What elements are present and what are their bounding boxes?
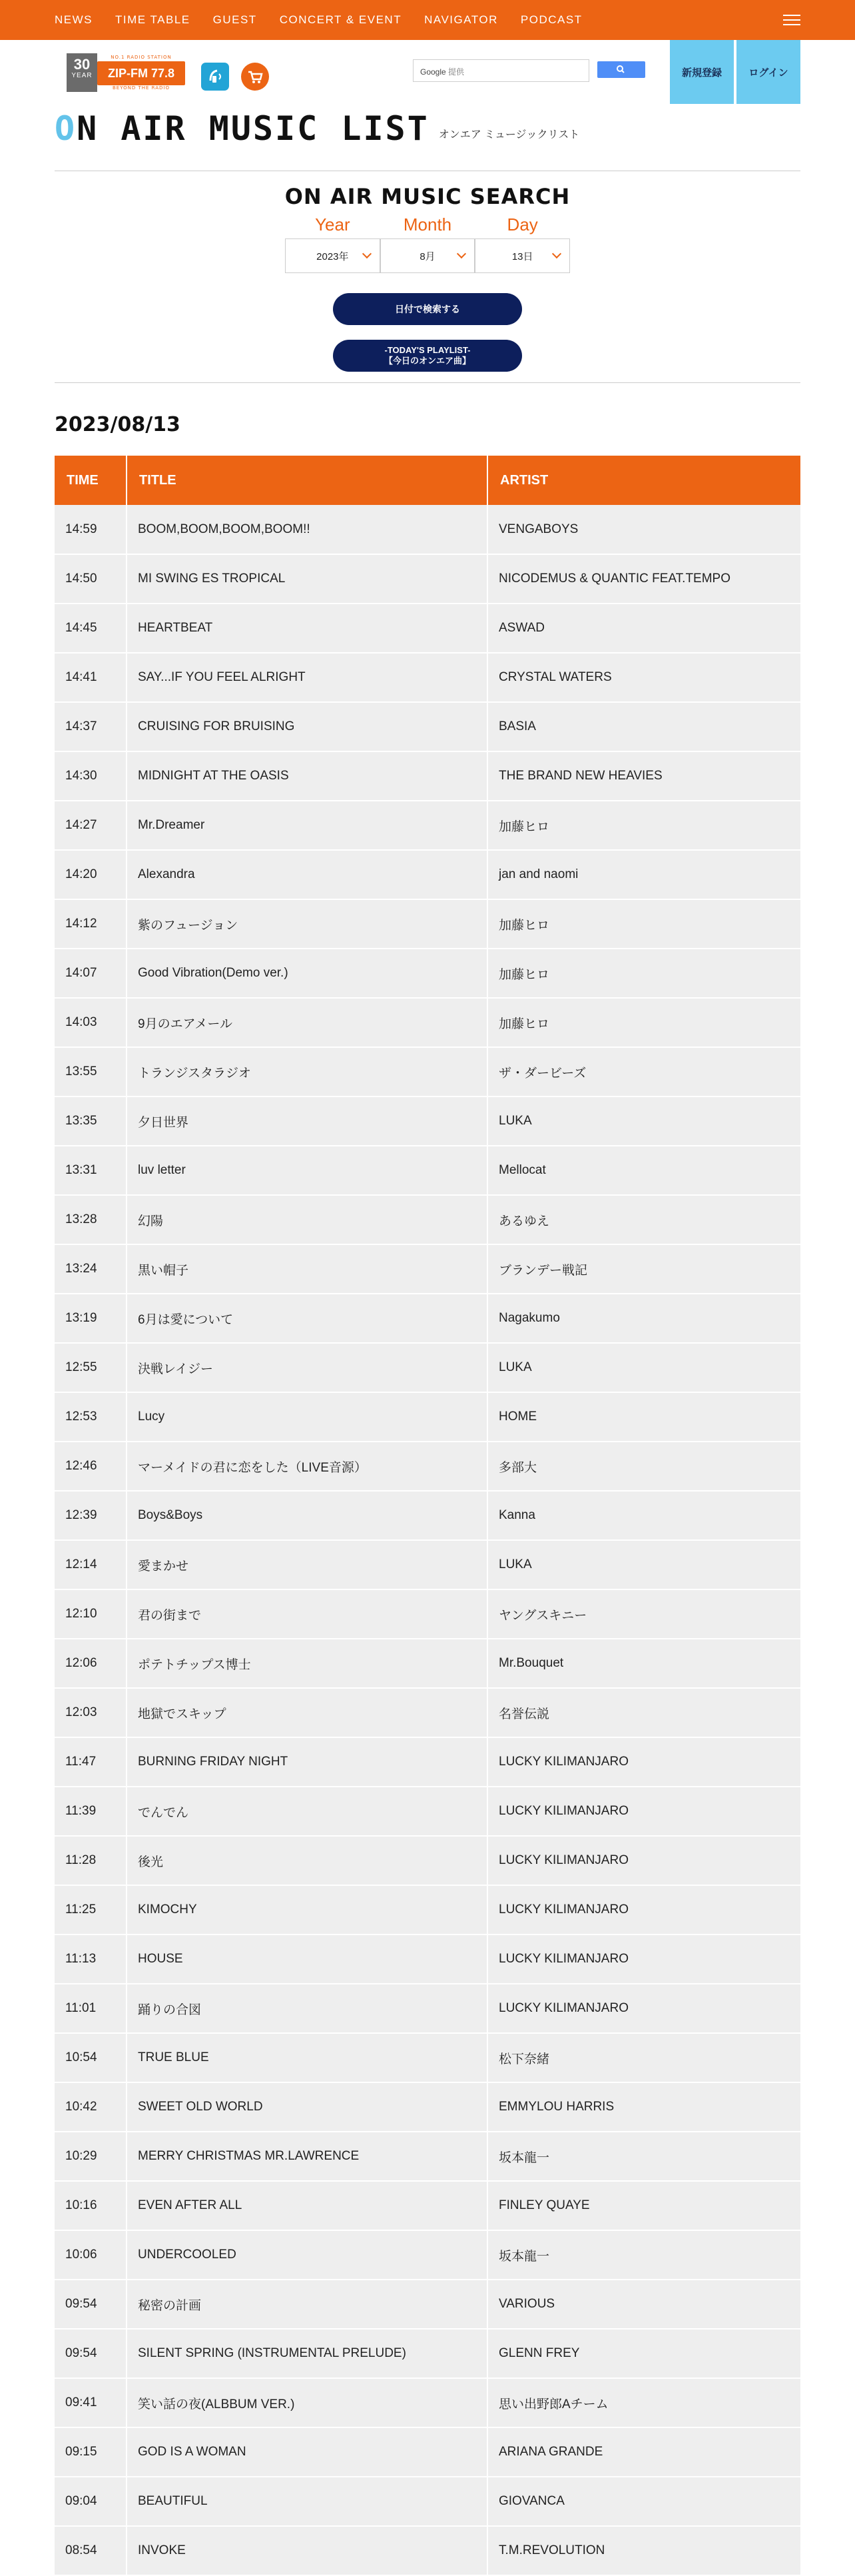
row-title: 秘密の計画 <box>127 2280 487 2329</box>
logo-year-label: YEAR <box>71 72 93 79</box>
table-row <box>55 1885 800 1934</box>
todays-playlist-line2: 【今日のオンエア曲】 <box>384 356 471 366</box>
anniversary-badge <box>67 53 97 92</box>
table-row <box>55 1787 800 1836</box>
row-title: SWEET OLD WORLD <box>127 2082 487 2132</box>
row-artist: GLENN FREY <box>487 2329 800 2378</box>
row-artist: ザ・ダービーズ <box>487 1047 800 1096</box>
row-artist: FINLEY QUAYE <box>487 2181 800 2230</box>
row-artist: GIOVANCA <box>487 2477 800 2526</box>
row-time: 10:54 <box>55 2033 127 2082</box>
table-row <box>55 1540 800 1589</box>
menu-icon[interactable] <box>783 15 800 25</box>
row-time: 09:54 <box>55 2280 127 2329</box>
row-artist: 加藤ヒロ <box>487 801 800 850</box>
row-artist: THE BRAND NEW HEAVIES <box>487 751 800 801</box>
day-select[interactable] <box>475 238 570 273</box>
row-title: SAY...IF YOU FEEL ALRIGHT <box>127 653 487 702</box>
row-time: 09:15 <box>55 2427 127 2477</box>
row-time: 14:50 <box>55 554 127 604</box>
row-time: 13:24 <box>55 1244 127 1294</box>
row-title: HOUSE <box>127 1934 487 1984</box>
row-title: SILENT SPRING (INSTRUMENTAL PRELUDE) <box>127 2329 487 2378</box>
row-time: 12:46 <box>55 1442 127 1491</box>
column-header-artist: ARTIST <box>487 456 800 505</box>
table-row <box>55 1491 800 1540</box>
table-header-row <box>55 456 800 505</box>
table-row <box>55 554 800 604</box>
table-row <box>55 1294 800 1343</box>
logo-name: ZIP-FM 77.8 <box>97 61 185 85</box>
title-first-letter: O <box>55 109 77 148</box>
cart-icon[interactable] <box>241 63 269 91</box>
column-header-time: TIME <box>55 456 127 505</box>
nav-item[interactable]: NEWS <box>55 13 93 26</box>
row-time: 12:14 <box>55 1540 127 1589</box>
month-select[interactable] <box>380 238 475 273</box>
row-artist: EMMYLOU HARRIS <box>487 2082 800 2132</box>
row-artist: 加藤ヒロ <box>487 949 800 998</box>
chevron-down-icon <box>552 249 561 258</box>
row-title: 決戦レイジー <box>127 1343 487 1392</box>
row-title: Boys&Boys <box>127 1491 487 1540</box>
row-artist: VENGABOYS <box>487 505 800 554</box>
row-title: 6月は愛について <box>127 1294 487 1343</box>
row-title: INVOKE <box>127 2526 487 2575</box>
table-row <box>55 2427 800 2477</box>
table-row <box>55 2477 800 2526</box>
row-artist: あるゆえ <box>487 1195 800 1244</box>
todays-playlist-line1: -TODAY'S PLAYLIST- <box>384 345 471 355</box>
row-title: 幻陽 <box>127 1195 487 1244</box>
top-nav-items <box>55 0 605 40</box>
row-time: 09:41 <box>55 2378 127 2427</box>
row-title: ポテトチップス博士 <box>127 1639 487 1688</box>
table-row <box>55 1442 800 1491</box>
radio-app-icon[interactable] <box>201 63 229 91</box>
chevron-down-icon <box>362 249 372 258</box>
row-time: 14:37 <box>55 702 127 751</box>
month-value: 8月 <box>420 250 435 262</box>
row-artist: VARIOUS <box>487 2280 800 2329</box>
row-title: 9月のエアメール <box>127 998 487 1047</box>
row-title: CRUISING FOR BRUISING <box>127 702 487 751</box>
row-title: BOOM,BOOM,BOOM,BOOM!! <box>127 505 487 554</box>
row-time: 12:10 <box>55 1589 127 1639</box>
table-row <box>55 1244 800 1294</box>
row-artist: LUCKY KILIMANJARO <box>487 1984 800 2033</box>
divider <box>55 382 800 383</box>
table-row <box>55 1688 800 1737</box>
year-label: Year <box>315 215 350 234</box>
row-title: 踊りの合図 <box>127 1984 487 2033</box>
row-time: 13:35 <box>55 1096 127 1146</box>
table-row <box>55 2378 800 2427</box>
row-title: 笑い話の夜(ALBBUM VER.) <box>127 2378 487 2427</box>
year-select[interactable] <box>285 238 380 273</box>
row-title: トランジスタラジオ <box>127 1047 487 1096</box>
day-value: 13日 <box>511 250 533 262</box>
row-time: 11:39 <box>55 1787 127 1836</box>
table-row <box>55 505 800 554</box>
table-row <box>55 604 800 653</box>
row-time: 14:07 <box>55 949 127 998</box>
row-title: GOD IS A WOMAN <box>127 2427 487 2477</box>
row-title: 夕日世界 <box>127 1096 487 1146</box>
search-provider: Google 提供 <box>420 67 465 77</box>
table-row <box>55 1392 800 1442</box>
row-artist: 松下奈緒 <box>487 2033 800 2082</box>
row-artist: LUKA <box>487 1540 800 1589</box>
table-row <box>55 1737 800 1787</box>
row-time: 14:41 <box>55 653 127 702</box>
row-title: luv letter <box>127 1146 487 1195</box>
row-time: 14:59 <box>55 505 127 554</box>
month-label: Month <box>403 215 452 234</box>
table-row <box>55 949 800 998</box>
row-artist: ヤングスキニー <box>487 1589 800 1639</box>
table-row <box>55 1934 800 1984</box>
row-artist: ASWAD <box>487 604 800 653</box>
site-header <box>0 40 855 105</box>
site-search-input[interactable] <box>413 59 589 82</box>
row-artist: 坂本龍一 <box>487 2132 800 2181</box>
row-time: 10:06 <box>55 2230 127 2280</box>
nav-item[interactable]: GUEST <box>212 13 257 26</box>
row-artist: BASIA <box>487 702 800 751</box>
table-row <box>55 2181 800 2230</box>
row-title: HEARTBEAT <box>127 604 487 653</box>
table-row <box>55 2230 800 2280</box>
row-artist: LUCKY KILIMANJARO <box>487 1836 800 1885</box>
nav-item[interactable]: PODCAST <box>520 13 583 26</box>
row-time: 10:42 <box>55 2082 127 2132</box>
page-title <box>55 108 579 148</box>
row-artist: Mellocat <box>487 1146 800 1195</box>
row-artist: LUKA <box>487 1096 800 1146</box>
row-time: 11:28 <box>55 1836 127 1885</box>
row-artist: LUKA <box>487 1343 800 1392</box>
table-row <box>55 1146 800 1195</box>
logo-subtitle: NO.1 RADIO STATION <box>111 55 172 60</box>
row-time: 11:25 <box>55 1885 127 1934</box>
table-row <box>55 1047 800 1096</box>
table-row <box>55 850 800 899</box>
row-time: 09:04 <box>55 2477 127 2526</box>
row-artist: T.M.REVOLUTION <box>487 2526 800 2575</box>
row-artist: LUCKY KILIMANJARO <box>487 1787 800 1836</box>
row-time: 14:12 <box>55 899 127 949</box>
row-time: 14:27 <box>55 801 127 850</box>
row-title: BURNING FRIDAY NIGHT <box>127 1737 487 1787</box>
row-title: BEAUTIFUL <box>127 2477 487 2526</box>
playlist-date: 2023/08/13 <box>55 413 180 436</box>
row-title: Mr.Dreamer <box>127 801 487 850</box>
row-artist: 加藤ヒロ <box>487 899 800 949</box>
row-title: 黒い帽子 <box>127 1244 487 1294</box>
row-title: 紫のフュージョン <box>127 899 487 949</box>
row-title: でんでん <box>127 1787 487 1836</box>
row-title: UNDERCOOLED <box>127 2230 487 2280</box>
table-row <box>55 2132 800 2181</box>
table-row <box>55 1096 800 1146</box>
row-title: マーメイドの君に恋をした（LIVE音源） <box>127 1442 487 1491</box>
row-artist: HOME <box>487 1392 800 1442</box>
row-title: KIMOCHY <box>127 1885 487 1934</box>
nav-item[interactable]: TIME TABLE <box>115 13 190 26</box>
table-row <box>55 2033 800 2082</box>
row-time: 11:47 <box>55 1737 127 1787</box>
playlist-table <box>55 456 800 2576</box>
row-title: EVEN AFTER ALL <box>127 2181 487 2230</box>
page-subtitle: オンエア ミュージックリスト <box>438 129 580 141</box>
row-artist: 思い出野郎Aチーム <box>487 2378 800 2427</box>
logo-years: 30 <box>73 56 91 73</box>
row-artist: 名誉伝説 <box>487 1688 800 1737</box>
date-search-label: 日付で検索する <box>395 304 460 314</box>
search-button[interactable] <box>597 61 645 78</box>
table-row <box>55 2329 800 2378</box>
table-row <box>55 1639 800 1688</box>
row-title: TRUE BLUE <box>127 2033 487 2082</box>
row-title: MIDNIGHT AT THE OASIS <box>127 751 487 801</box>
row-artist: Mr.Bouquet <box>487 1639 800 1688</box>
row-time: 13:28 <box>55 1195 127 1244</box>
row-title: 後光 <box>127 1836 487 1885</box>
row-time: 12:06 <box>55 1639 127 1688</box>
date-select-labels <box>285 215 570 235</box>
day-label: Day <box>507 215 538 234</box>
logo-tagline: BEYOND THE RADIO <box>113 85 170 91</box>
row-time: 10:16 <box>55 2181 127 2230</box>
login-button[interactable]: ログイン <box>736 40 800 104</box>
search-heading: ON AIR MUSIC SEARCH <box>284 184 571 209</box>
table-row <box>55 2082 800 2132</box>
row-time: 11:13 <box>55 1934 127 1984</box>
table-row <box>55 1343 800 1392</box>
todays-playlist-button[interactable] <box>333 340 522 372</box>
row-time: 09:54 <box>55 2329 127 2378</box>
date-search-button[interactable] <box>333 293 522 325</box>
row-title: 愛まかせ <box>127 1540 487 1589</box>
row-title: MERRY CHRISTMAS MR.LAWRENCE <box>127 2132 487 2181</box>
table-row <box>55 702 800 751</box>
nav-item[interactable]: CONCERT & EVENT <box>279 13 402 26</box>
row-artist: 坂本龍一 <box>487 2230 800 2280</box>
table-row <box>55 2280 800 2329</box>
year-value: 2023年 <box>316 250 349 262</box>
row-time: 12:55 <box>55 1343 127 1392</box>
row-artist: CRYSTAL WATERS <box>487 653 800 702</box>
row-time: 13:19 <box>55 1294 127 1343</box>
chevron-down-icon <box>457 249 466 258</box>
row-title: Alexandra <box>127 850 487 899</box>
row-artist: NICODEMUS & QUANTIC FEAT.TEMPO <box>487 554 800 604</box>
row-artist: ARIANA GRANDE <box>487 2427 800 2477</box>
row-time: 12:53 <box>55 1392 127 1442</box>
row-artist: 多部大 <box>487 1442 800 1491</box>
row-time: 12:03 <box>55 1688 127 1737</box>
row-time: 08:54 <box>55 2526 127 2575</box>
row-artist: LUCKY KILIMANJARO <box>487 1885 800 1934</box>
row-artist: LUCKY KILIMANJARO <box>487 1934 800 1984</box>
row-time: 12:39 <box>55 1491 127 1540</box>
row-title: Lucy <box>127 1392 487 1442</box>
row-time: 14:30 <box>55 751 127 801</box>
row-artist: Kanna <box>487 1491 800 1540</box>
nav-item[interactable]: NAVIGATOR <box>424 13 498 26</box>
table-row <box>55 1589 800 1639</box>
top-nav <box>0 0 855 40</box>
page-title-text <box>55 109 429 148</box>
search-icon <box>597 61 645 78</box>
row-artist: LUCKY KILIMANJARO <box>487 1737 800 1787</box>
row-artist: jan and naomi <box>487 850 800 899</box>
table-row <box>55 653 800 702</box>
table-row <box>55 801 800 850</box>
table-row <box>55 751 800 801</box>
row-time: 14:03 <box>55 998 127 1047</box>
row-title: Good Vibration(Demo ver.) <box>127 949 487 998</box>
row-time: 13:31 <box>55 1146 127 1195</box>
row-time: 13:55 <box>55 1047 127 1096</box>
row-time: 10:29 <box>55 2132 127 2181</box>
table-row <box>55 1195 800 1244</box>
table-row <box>55 1836 800 1885</box>
row-artist: Nagakumo <box>487 1294 800 1343</box>
row-artist: ブランデー戦記 <box>487 1244 800 1294</box>
row-title: MI SWING ES TROPICAL <box>127 554 487 604</box>
row-time: 14:20 <box>55 850 127 899</box>
register-button[interactable]: 新規登録 <box>670 40 734 104</box>
row-artist: 加藤ヒロ <box>487 998 800 1047</box>
row-time: 14:45 <box>55 604 127 653</box>
date-selects <box>285 238 570 273</box>
site-logo[interactable] <box>67 53 185 92</box>
table-row <box>55 899 800 949</box>
table-row <box>55 998 800 1047</box>
row-title: 君の街まで <box>127 1589 487 1639</box>
row-title: 地獄でスキップ <box>127 1688 487 1737</box>
column-header-title: TITLE <box>127 456 487 505</box>
table-row <box>55 1984 800 2033</box>
title-rest: N AIR MUSIC LIST <box>77 109 429 148</box>
playlist-body <box>55 505 800 2575</box>
table-row <box>55 2526 800 2575</box>
row-time: 11:01 <box>55 1984 127 2033</box>
